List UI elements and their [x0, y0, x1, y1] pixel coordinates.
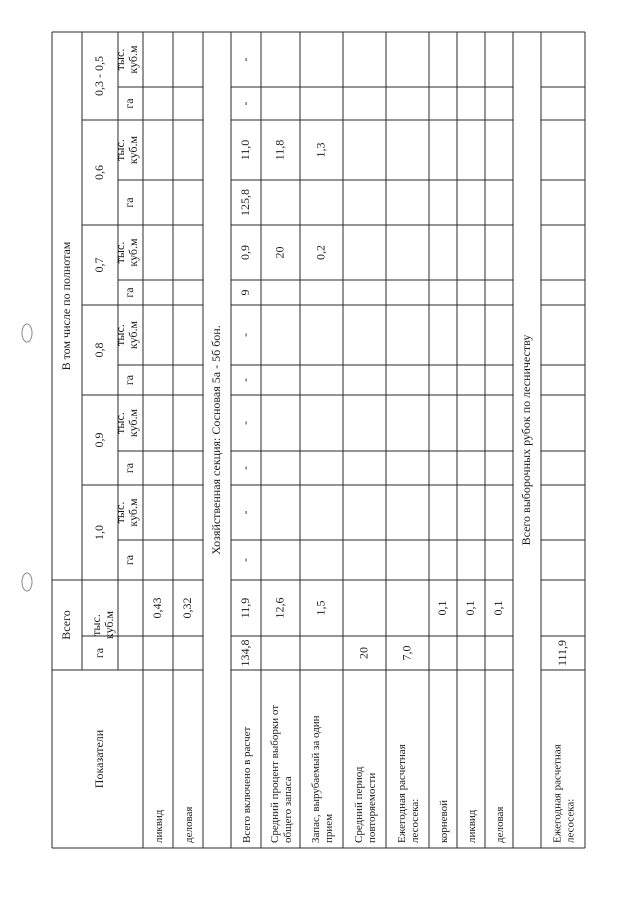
row-label: ликвид: [466, 809, 478, 843]
density-cell: 0,2: [313, 245, 328, 260]
header-density-4: 0,6: [91, 165, 106, 180]
header-unit-vol-3: тыс.куб.м: [113, 238, 140, 267]
header-unit-vol-0: тыс.куб.м: [113, 498, 140, 527]
row-label: деловая: [183, 806, 195, 843]
density-cell: -: [237, 421, 252, 425]
density-cell: 0,9: [237, 245, 252, 260]
header-unit-ha-1: га: [121, 462, 136, 474]
row-label: Всего включено в расчет: [241, 726, 253, 843]
row-label: Запас, вырубаемый за одинприем: [310, 715, 335, 843]
total-cell: 0,1: [462, 600, 477, 616]
section2-title: Всего выборочных рубок по лесничеству: [518, 334, 533, 546]
header-unit-vol-5: тыс.куб.м: [113, 45, 140, 74]
density-cell: 1,3: [313, 142, 328, 158]
header-unit-vol-4: тыс.куб.м: [113, 135, 140, 165]
header-density-2: 0,8: [91, 342, 106, 358]
total-cell: 20: [356, 647, 371, 659]
density-cell: 125,8: [237, 189, 252, 216]
row-label: Ежегодная расчетнаялесосека:: [551, 744, 577, 843]
header-indicators: Показатели: [91, 729, 106, 789]
header-total-vol: тыс.куб.м: [89, 610, 116, 640]
density-cell: 11,0: [237, 139, 252, 161]
total-cell: 1,5: [313, 600, 328, 616]
header-unit-ha-2: га: [121, 374, 136, 386]
total-cell: 111,9: [554, 639, 569, 667]
total-cell: 0,1: [434, 600, 449, 616]
total-cell: 12,6: [272, 597, 287, 619]
row-label: корневой: [438, 799, 450, 843]
density-cell: -: [237, 378, 252, 382]
total-cell: 0,1: [490, 600, 505, 616]
row-label: ликвид: [153, 809, 165, 843]
header-density-1: 0,9: [91, 432, 106, 448]
row-label: деловая: [494, 806, 506, 843]
density-cell: -: [237, 558, 252, 562]
total-cell: 0,32: [179, 597, 194, 619]
header-density-0: 1,0: [91, 525, 106, 540]
total-cell: 11,9: [237, 597, 252, 619]
density-cell: -: [237, 101, 252, 106]
density-cell: 20: [272, 246, 287, 259]
header-by-density: В том числе по полнотам: [58, 241, 73, 371]
header-total: Всего: [58, 610, 73, 640]
header-unit-ha-5: га: [121, 98, 136, 109]
section1-title: Хозяйственная секция: Сосновая 5а - 5б бон.: [208, 325, 223, 555]
header-density-3: 0,7: [91, 257, 106, 273]
density-cell: 11,8: [272, 139, 287, 161]
density-cell: -: [237, 510, 252, 515]
header-unit-ha-0: га: [121, 554, 136, 566]
header-unit-ha-3: га: [121, 287, 136, 298]
row-label: Ежегодная расчетнаялесосека:: [396, 744, 421, 843]
density-cell: -: [237, 466, 252, 470]
header-unit-ha-4: га: [121, 197, 136, 208]
header-unit-vol-1: тыс.куб.м: [113, 408, 140, 438]
header-unit-vol-2: тыс.куб.м: [113, 320, 140, 350]
total-cell: 134,8: [237, 639, 252, 667]
density-cell: -: [237, 333, 252, 337]
row-label: Средний периодповторяемости: [353, 766, 378, 843]
total-cell: 7,0: [399, 645, 414, 661]
header-total-ha: га: [91, 647, 106, 659]
total-cell: 0,43: [149, 597, 164, 619]
density-cell: -: [237, 57, 252, 62]
header-density-5: 0,3 - 0,5: [91, 56, 106, 96]
row-label: Средний процент выборки отобщего запаса: [269, 704, 294, 843]
density-cell: 9: [237, 289, 252, 296]
